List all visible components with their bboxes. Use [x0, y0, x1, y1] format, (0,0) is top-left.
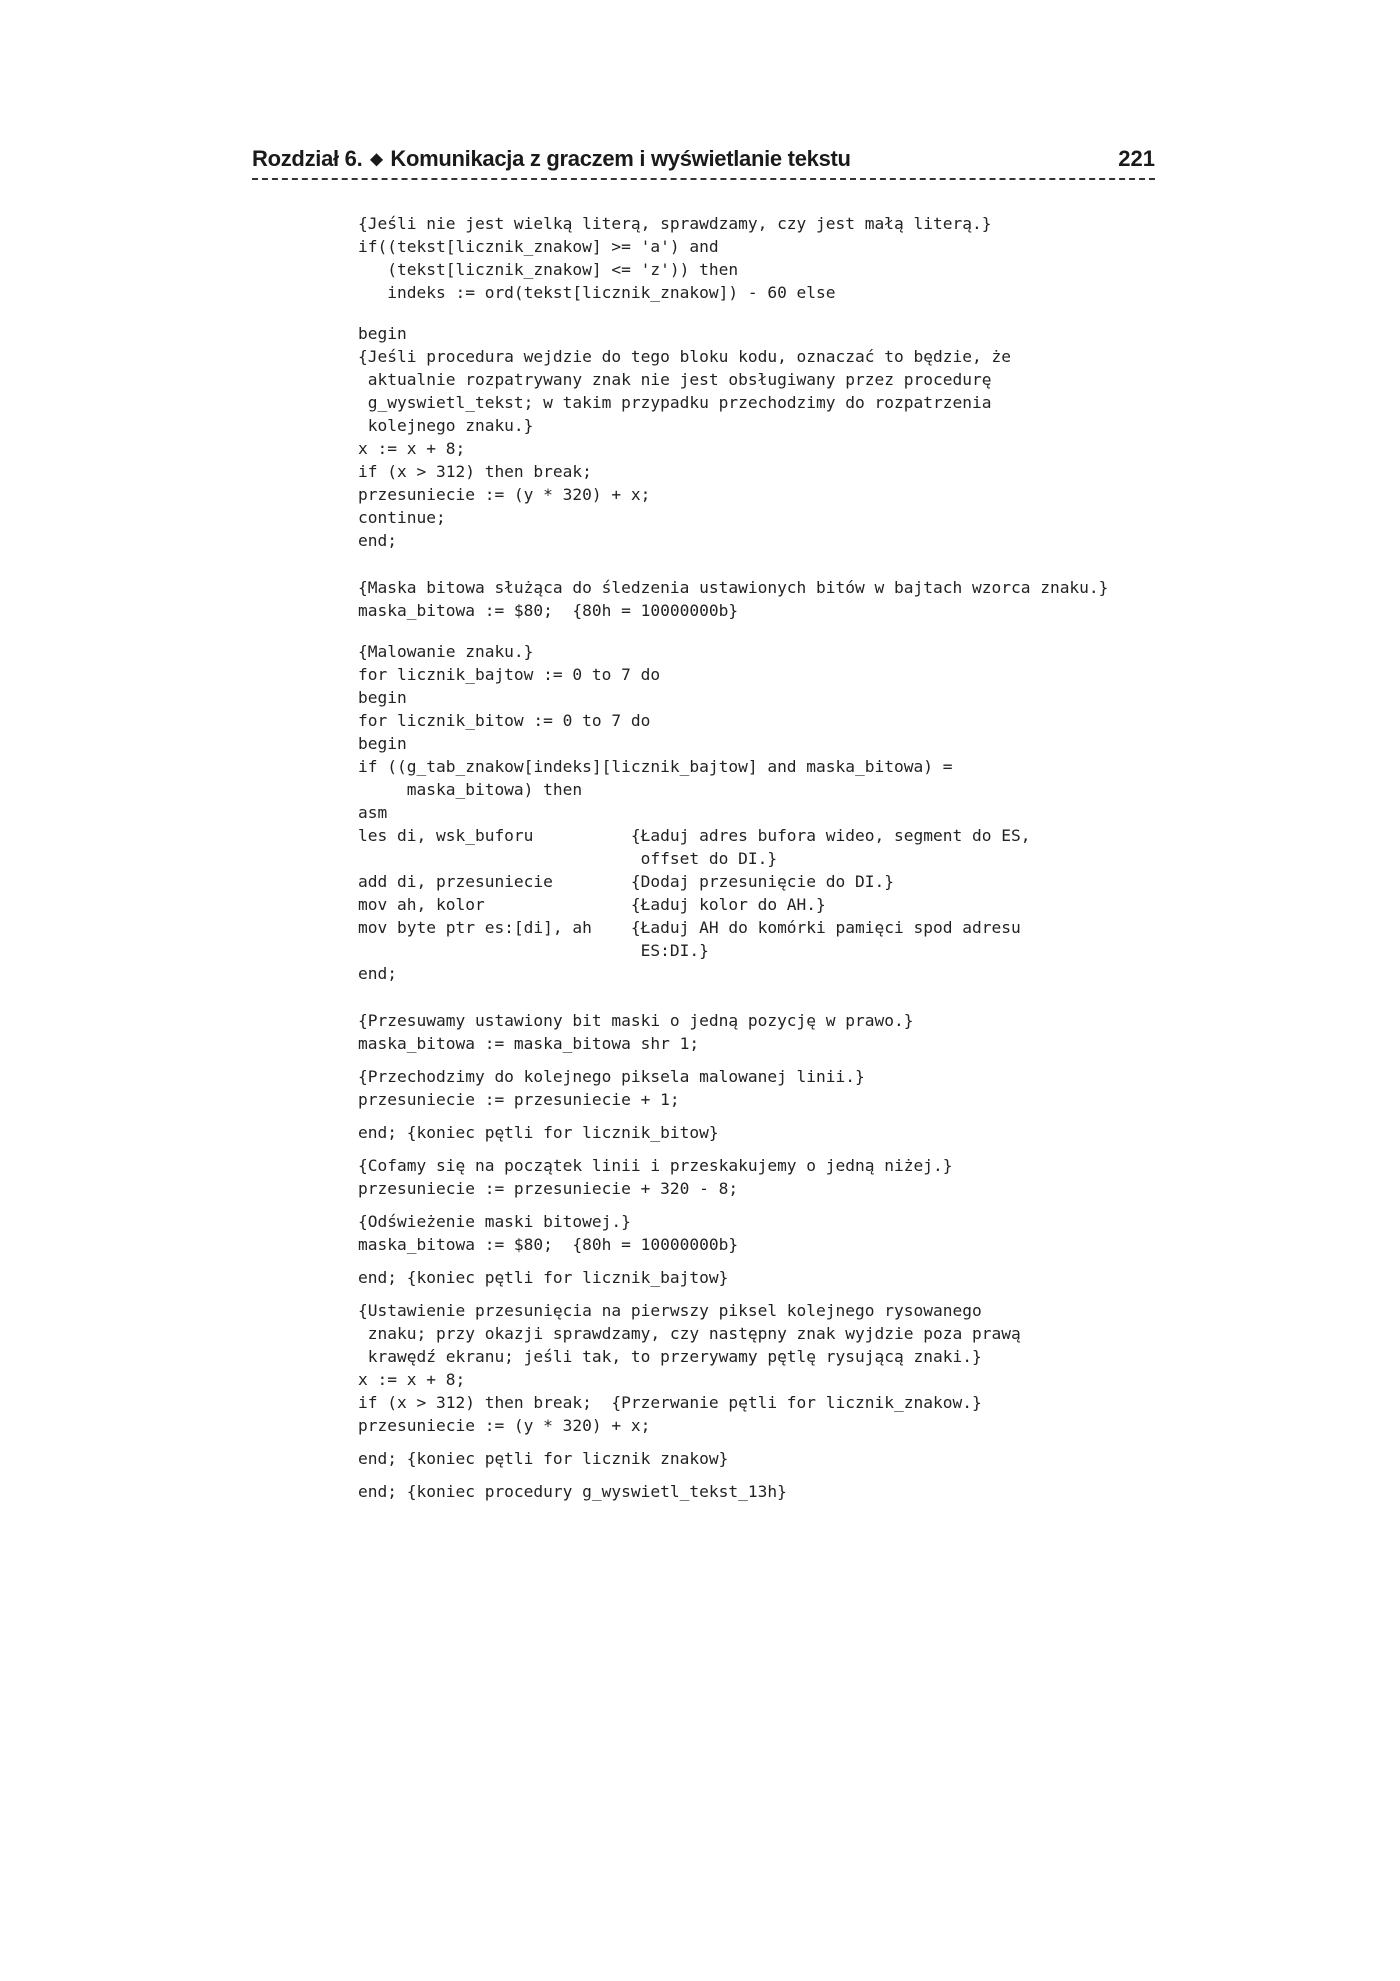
code-line: aktualnie rozpatrywany znak nie jest obsługiwany przez procedurę	[358, 370, 992, 389]
code-line: end; {koniec pętli for licznik_bajtow}	[358, 1268, 729, 1287]
code-line: {Jeśli nie jest wielką literą, sprawdzamy, czy jest małą literą.}	[358, 214, 992, 233]
code-block	[358, 1154, 1138, 1200]
block-spacer	[358, 1289, 1138, 1299]
code-line: krawędź ekranu; jeśli tak, to przerywamy pętlę rysującą znaki.}	[358, 1347, 982, 1366]
code-line: end; {koniec pętli for licznik znakow}	[358, 1449, 729, 1468]
code-line: if (x > 312) then break;	[358, 462, 592, 481]
block-spacer	[358, 1437, 1138, 1447]
code-line: x := x + 8;	[358, 439, 466, 458]
code-line: znaku; przy okazji sprawdzamy, czy następny znak wyjdzie poza prawą	[358, 1324, 1021, 1343]
code-line: kolejnego znaku.}	[358, 416, 534, 435]
code-line: add di, przesuniecie {Dodaj przesunięcie do DI.}	[358, 872, 895, 891]
code-line: offset do DI.}	[358, 849, 778, 868]
code-block	[358, 1480, 1138, 1503]
code-line: ES:DI.}	[358, 941, 709, 960]
code-line: asm	[358, 803, 388, 822]
code-line: g_wyswietl_tekst; w takim przypadku przechodzimy do rozpatrzenia	[358, 393, 992, 412]
block-spacer	[358, 985, 1138, 1009]
code-line: for licznik_bajtow := 0 to 7 do	[358, 665, 661, 684]
code-line: maska_bitowa := $80; {80h = 10000000b}	[358, 601, 739, 620]
code-line: begin	[358, 688, 407, 707]
code-block	[358, 1121, 1138, 1144]
code-block	[358, 1447, 1138, 1470]
code-block	[358, 640, 1138, 985]
code-line: les di, wsk_buforu {Ładuj adres bufora wideo, segment do ES,	[358, 826, 1031, 845]
code-line: {Przechodzimy do kolejnego piksela malowanej linii.}	[358, 1067, 865, 1086]
code-line: {Maska bitowa służąca do śledzenia ustawionych bitów w bajtach wzorca znaku.}	[358, 578, 1109, 597]
code-block	[358, 1065, 1138, 1111]
section-title: Komunikacja z graczem i wyświetlanie tekstu	[390, 146, 851, 171]
chapter-title	[252, 146, 851, 172]
code-line: maska_bitowa) then	[358, 780, 583, 799]
chapter-label: Rozdział 6.	[252, 146, 363, 171]
diamond-separator-icon: ◆	[370, 151, 383, 168]
code-line: begin	[358, 734, 407, 753]
block-spacer	[358, 552, 1138, 576]
code-line: x := x + 8;	[358, 1370, 466, 1389]
running-header	[252, 140, 1155, 180]
code-line: if((tekst[licznik_znakow] >= 'a') and	[358, 237, 719, 256]
block-spacer	[358, 1470, 1138, 1480]
code-block	[358, 1009, 1138, 1055]
code-block	[358, 322, 1138, 552]
code-line: if (x > 312) then break; {Przerwanie pętli for licznik_znakow.}	[358, 1393, 982, 1412]
code-line: indeks := ord(tekst[licznik_znakow]) - 60 else	[358, 283, 836, 302]
code-line: begin	[358, 324, 407, 343]
code-line: {Ustawienie przesunięcia na pierwszy piksel kolejnego rysowanego	[358, 1301, 982, 1320]
code-line: {Malowanie znaku.}	[358, 642, 534, 661]
code-block	[358, 1266, 1138, 1289]
code-line: przesuniecie := przesuniecie + 1;	[358, 1090, 680, 1109]
code-line: {Odświeżenie maski bitowej.}	[358, 1212, 631, 1231]
code-line: end;	[358, 964, 397, 983]
code-line: przesuniecie := (y * 320) + x;	[358, 1416, 651, 1435]
code-block	[358, 1299, 1138, 1437]
code-block	[358, 1210, 1138, 1256]
block-spacer	[358, 1256, 1138, 1266]
block-spacer	[358, 1111, 1138, 1121]
code-line: mov byte ptr es:[di], ah {Ładuj AH do komórki pamięci spod adresu	[358, 918, 1021, 937]
code-line: end; {koniec pętli for licznik_bitow}	[358, 1123, 719, 1142]
code-line: if ((g_tab_znakow[indeks][licznik_bajtow] and maska_bitowa) =	[358, 757, 953, 776]
code-line: {Przesuwamy ustawiony bit maski o jedną pozycję w prawo.}	[358, 1011, 914, 1030]
code-line: przesuniecie := przesuniecie + 320 - 8;	[358, 1179, 739, 1198]
code-line: (tekst[licznik_znakow] <= 'z')) then	[358, 260, 739, 279]
code-line: continue;	[358, 508, 446, 527]
code-line: mov ah, kolor {Ładuj kolor do AH.}	[358, 895, 826, 914]
code-listing	[358, 212, 1138, 1503]
code-block	[358, 212, 1138, 304]
page-number: 221	[1118, 146, 1155, 171]
block-spacer	[358, 304, 1138, 322]
code-line: {Jeśli procedura wejdzie do tego bloku kodu, oznaczać to będzie, że	[358, 347, 1011, 366]
code-line: {Cofamy się na początek linii i przeskakujemy o jedną niżej.}	[358, 1156, 953, 1175]
block-spacer	[358, 622, 1138, 640]
block-spacer	[358, 1055, 1138, 1065]
code-block	[358, 576, 1138, 622]
code-line: end;	[358, 531, 397, 550]
code-line: maska_bitowa := maska_bitowa shr 1;	[358, 1034, 700, 1053]
code-line: przesuniecie := (y * 320) + x;	[358, 485, 651, 504]
block-spacer	[358, 1144, 1138, 1154]
code-line: end; {koniec procedury g_wyswietl_tekst_13h}	[358, 1482, 787, 1501]
code-line: maska_bitowa := $80; {80h = 10000000b}	[358, 1235, 739, 1254]
block-spacer	[358, 1200, 1138, 1210]
code-line: for licznik_bitow := 0 to 7 do	[358, 711, 651, 730]
